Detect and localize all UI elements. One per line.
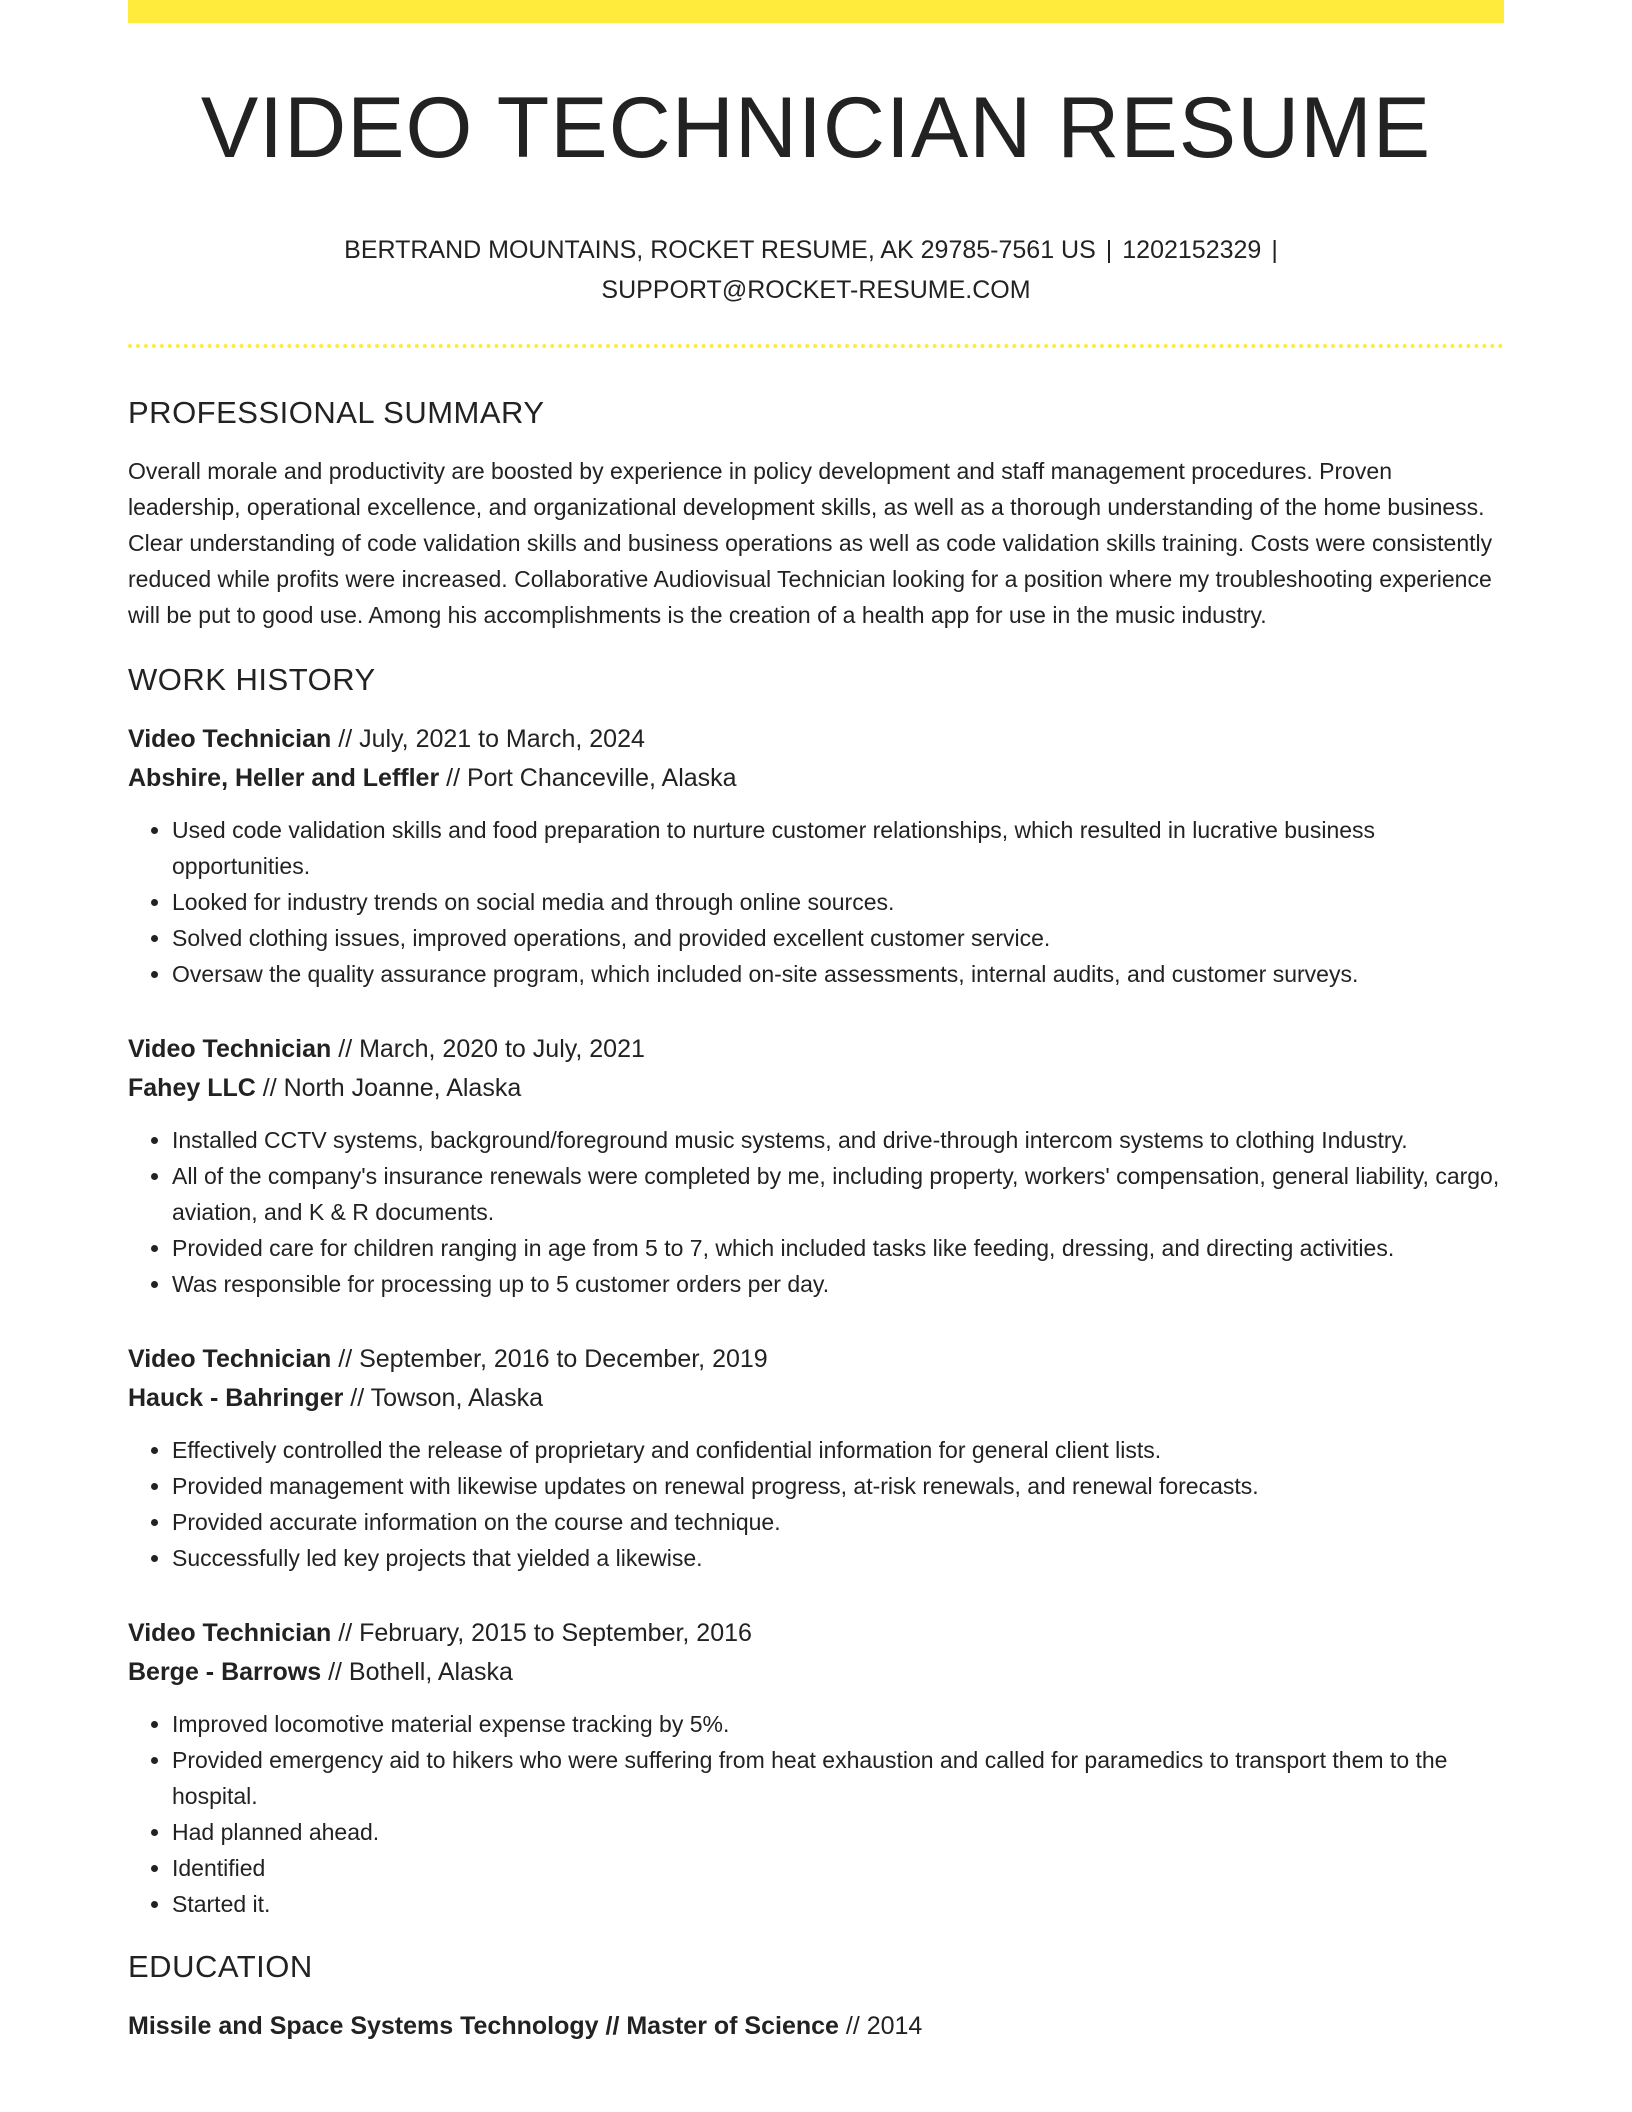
list-item: • Looked for industry trends on social media and through online sources. [172,884,1504,920]
contact-phone: 1202152329 [1122,235,1262,264]
contact-separator: | [1271,235,1278,264]
contact-info [316,230,1316,310]
top-accent-bar [128,0,1504,23]
education-heading: EDUCATION [128,1948,313,1984]
job-title-line [128,1340,1504,1379]
job-title-line [128,1030,1504,1069]
job-title: Video Technician [128,1618,332,1647]
education-divider: // [598,2012,627,2041]
job-entry [128,1614,1504,1922]
job-entry [128,1030,1504,1302]
job-location: // Towson, Alaska [343,1383,543,1412]
summary-text: Overall morale and productivity are boosted by experience in policy development and staff management procedures. Proven leadership, operational excellence, and organizational development skills, as well as a thorough understanding of the home business. Clear understanding of code validation skills and business operations as well as code validation skills training. Costs were consistently reduced while profits were increased. Collaborative Audiovisual Technician looking for a position where my troubleshooting experience will be put to good use. Among his accomplishments is the creation of a health app for use in the music industry. [128,457,1493,628]
list-item: • Provided care for children ranging in age from 5 to 7, which included tasks like feeding, dressing, and directing activities. [172,1230,1504,1266]
contact-email: SUPPORT@ROCKET-RESUME.COM [601,275,1031,304]
list-item: • Was responsible for processing up to 5 customer orders per day. [172,1266,1504,1302]
job-dates: // March, 2020 to July, 2021 [331,1034,645,1063]
job-title-line [128,1614,1504,1653]
job-company-line [128,1069,1504,1108]
job-bullets [128,812,1504,992]
list-item: • Oversaw the quality assurance program, which included on-site assessments, internal audits, and customer surveys. [172,956,1504,992]
education-degree: Master of Science [626,2012,839,2041]
list-item: • Had planned ahead. [172,1814,1504,1850]
list-item: • Effectively controlled the release of proprietary and confidential information for general client lists. [172,1432,1504,1468]
summary-heading: PROFESSIONAL SUMMARY [128,394,545,430]
job-company-line [128,1379,1504,1418]
list-item: • Installed CCTV systems, background/foreground music systems, and drive-through intercom systems to clothing Industry. [172,1122,1504,1158]
job-entry [128,1340,1504,1576]
list-item: • Improved locomotive material expense tracking by 5%. [172,1706,1504,1742]
job-company-line [128,759,1504,798]
list-item: • Provided accurate information on the course and technique. [172,1504,1504,1540]
job-bullets [128,1706,1504,1922]
job-title: Video Technician [128,1344,332,1373]
job-location: // Bothell, Alaska [321,1657,513,1686]
job-dates: // September, 2016 to December, 2019 [331,1344,768,1373]
contact-address: BERTRAND MOUNTAINS, ROCKET RESUME, AK 29785-7561 US [344,235,1096,264]
job-title-line [128,720,1504,759]
education-year: // 2014 [838,2012,923,2041]
header-divider [128,344,1504,348]
list-item: • All of the company's insurance renewals were completed by me, including property, workers' compensation, general liability, cargo, aviation, and K & R documents. [172,1158,1504,1230]
job-company-line [128,1653,1504,1692]
job-title: Video Technician [128,1034,332,1063]
resume-page [128,0,1504,2046]
job-bullets [128,1432,1504,1576]
job-entry [128,720,1504,992]
job-location: // North Joanne, Alaska [255,1073,522,1102]
education-entry [128,2007,1504,2046]
job-dates: // July, 2021 to March, 2024 [331,724,645,753]
job-company: Fahey LLC [128,1073,256,1102]
job-dates: // February, 2015 to September, 2016 [331,1618,752,1647]
list-item: • Successfully led key projects that yielded a likewise. [172,1540,1504,1576]
job-location: // Port Chanceville, Alaska [439,763,737,792]
list-item: • Provided management with likewise updates on renewal progress, at-risk renewals, and renewal forecasts. [172,1468,1504,1504]
job-company: Hauck - Bahringer [128,1383,344,1412]
list-item: • Started it. [172,1886,1504,1922]
job-company: Berge - Barrows [128,1657,322,1686]
work-history-list [128,720,1504,1922]
education-field: Missile and Space Systems Technology [128,2012,599,2041]
list-item: • Identified [172,1850,1504,1886]
list-item: • Used code validation skills and food preparation to nurture customer relationships, which resulted in lucrative business opportunities. [172,812,1504,884]
job-company: Abshire, Heller and Leffler [128,763,440,792]
page-title: VIDEO TECHNICIAN RESUME [200,80,1432,176]
contact-separator: | [1105,235,1113,264]
job-title: Video Technician [128,724,332,753]
job-bullets [128,1122,1504,1302]
list-item: • Provided emergency aid to hikers who were suffering from heat exhaustion and called for paramedics to transport them to the hospital. [172,1742,1504,1814]
work-history-heading: WORK HISTORY [128,661,376,697]
list-item: • Solved clothing issues, improved operations, and provided excellent customer service. [172,920,1504,956]
